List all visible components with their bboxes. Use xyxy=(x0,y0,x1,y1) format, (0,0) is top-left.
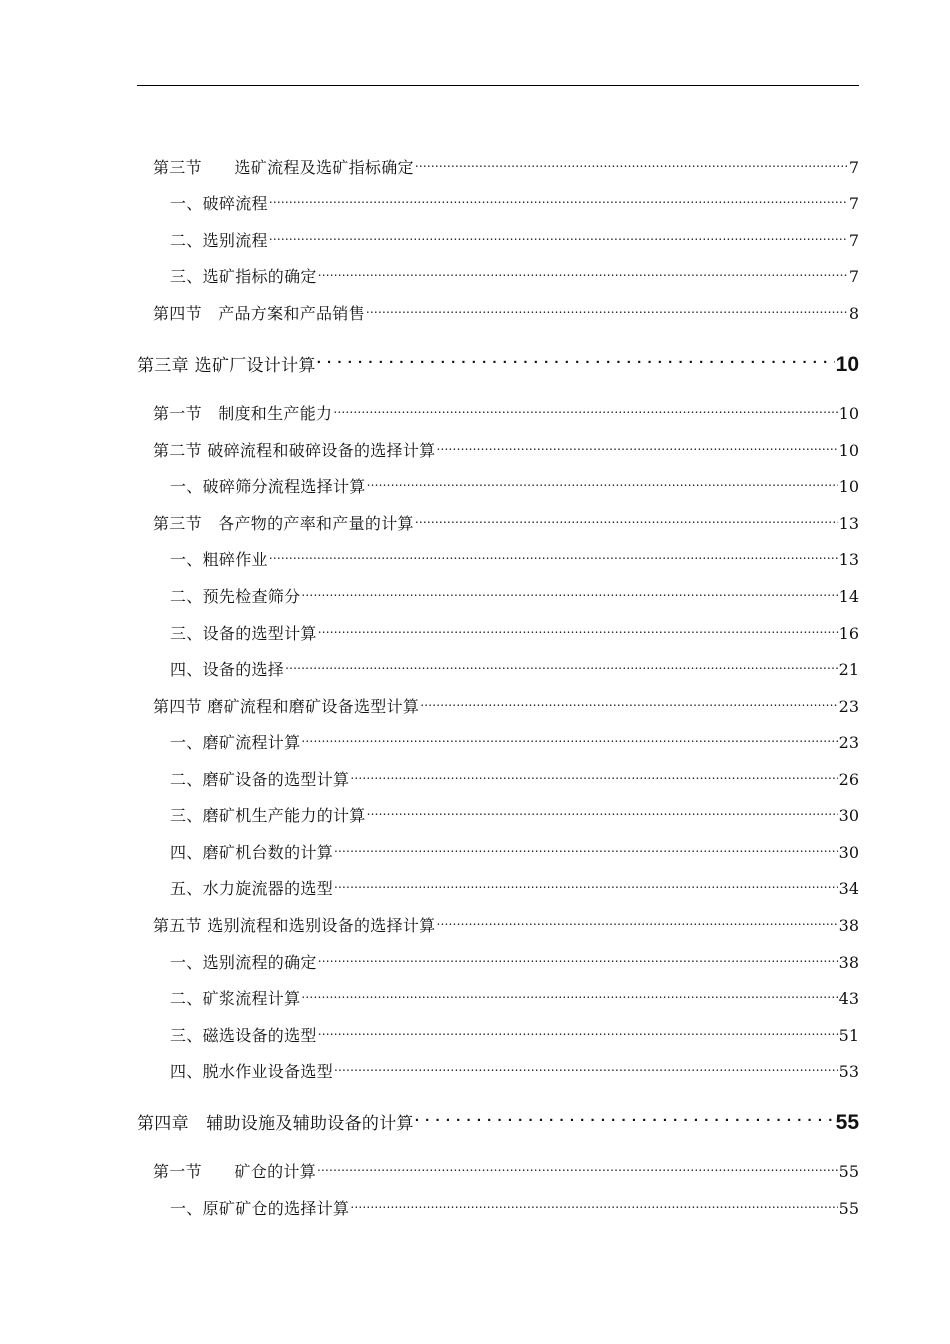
toc-entry-title: 第一节 矿仓的计算 xyxy=(153,1162,317,1181)
dot-leader xyxy=(437,432,838,456)
toc-entry[interactable] xyxy=(170,185,859,213)
toc-entry-page: 21 xyxy=(838,660,859,679)
dot-leader xyxy=(285,651,838,675)
toc-chapter-title: 第四章 辅助设施及辅助设备的计算 xyxy=(137,1114,414,1134)
toc-entry-page: 7 xyxy=(848,267,859,286)
dot-leader xyxy=(318,1017,838,1041)
dot-leader xyxy=(301,980,837,1004)
toc-entry[interactable] xyxy=(170,944,859,972)
dot-leader xyxy=(334,834,838,858)
toc-entry[interactable] xyxy=(153,505,859,533)
dot-leader xyxy=(350,1190,837,1214)
dot-leader xyxy=(367,797,838,821)
toc-entry-page: 7 xyxy=(848,158,859,177)
toc-entry-page: 13 xyxy=(838,514,859,533)
dot-leader xyxy=(301,724,837,748)
toc-entry-title: 三、磁选设备的选型 xyxy=(170,1026,317,1045)
toc-entry-page: 34 xyxy=(838,879,859,898)
toc-entry-page: 8 xyxy=(848,304,859,323)
toc-entry-page: 53 xyxy=(838,1062,859,1081)
toc-entry-page: 14 xyxy=(838,587,859,606)
toc-entry-title: 第三节 各产物的产率和产量的计算 xyxy=(153,514,414,533)
toc-entry[interactable] xyxy=(153,688,859,716)
toc-entry-title: 第四节 产品方案和产品销售 xyxy=(153,304,365,323)
toc-entry[interactable] xyxy=(170,1190,859,1218)
toc-entry[interactable] xyxy=(153,907,859,935)
toc-chapter-entry[interactable] xyxy=(137,1101,859,1134)
toc-chapter-page: 55 xyxy=(835,1111,859,1134)
toc-entry[interactable] xyxy=(170,724,859,752)
dot-leader xyxy=(301,578,837,602)
toc-entry-page: 10 xyxy=(838,477,859,496)
toc-entry[interactable] xyxy=(153,395,859,423)
toc-entry-page: 43 xyxy=(838,989,859,1008)
toc-entry[interactable] xyxy=(170,222,859,250)
toc-entry-page: 38 xyxy=(838,953,859,972)
dot-leader xyxy=(334,870,838,894)
toc-entry-title: 第二节 破碎流程和破碎设备的选择计算 xyxy=(153,441,436,460)
toc-entry-page: 55 xyxy=(838,1199,859,1218)
toc-entry-title: 二、选别流程 xyxy=(170,231,268,250)
toc-entry-page: 7 xyxy=(848,194,859,213)
toc-entry-title: 第五节 选别流程和选别设备的选择计算 xyxy=(153,916,436,935)
toc-entry[interactable] xyxy=(170,651,859,679)
toc-entry-title: 二、预先检查筛分 xyxy=(170,587,301,606)
dot-leader xyxy=(366,295,848,319)
dot-leader xyxy=(317,343,835,371)
toc-entry-page: 38 xyxy=(838,916,859,935)
dot-leader xyxy=(415,505,838,529)
toc-entry[interactable] xyxy=(170,1017,859,1045)
toc-entry-title: 四、设备的选择 xyxy=(170,660,285,679)
toc-entry-page: 55 xyxy=(838,1162,859,1181)
toc-entry-page: 26 xyxy=(838,770,859,789)
toc-entry-title: 一、选别流程的确定 xyxy=(170,953,317,972)
toc-entry-title: 三、磨矿机生产能力的计算 xyxy=(170,806,366,825)
toc-entry-title: 第三节 选矿流程及选矿指标确定 xyxy=(153,158,414,177)
toc-entry-title: 三、选矿指标的确定 xyxy=(170,267,317,286)
dot-leader xyxy=(367,468,838,492)
toc-entry[interactable] xyxy=(170,761,859,789)
dot-leader xyxy=(437,907,838,931)
dot-leader xyxy=(415,1101,835,1129)
toc-entry[interactable] xyxy=(153,295,859,323)
toc-entry-page: 30 xyxy=(838,843,859,862)
dot-leader xyxy=(318,615,838,639)
toc-entry-title: 五、水力旋流器的选型 xyxy=(170,879,334,898)
toc-entry[interactable] xyxy=(170,870,859,898)
toc-entry[interactable] xyxy=(170,468,859,496)
toc-entry-page: 30 xyxy=(838,806,859,825)
dot-leader xyxy=(415,149,848,173)
toc-entry-page: 7 xyxy=(848,231,859,250)
dot-leader xyxy=(318,258,848,282)
dot-leader xyxy=(420,688,837,712)
toc-entry[interactable] xyxy=(170,615,859,643)
toc-entry[interactable] xyxy=(170,541,859,569)
toc-chapter-title: 第三章 选矿厂设计计算 xyxy=(137,356,316,376)
dot-leader xyxy=(350,761,837,785)
toc-entry-page: 16 xyxy=(838,624,859,643)
dot-leader xyxy=(318,944,838,968)
toc-entry[interactable] xyxy=(170,980,859,1008)
toc-entry-title: 二、磨矿设备的选型计算 xyxy=(170,770,350,789)
dot-leader xyxy=(317,1153,838,1177)
toc-entry-title: 三、设备的选型计算 xyxy=(170,624,317,643)
toc-entry[interactable] xyxy=(170,797,859,825)
dot-leader xyxy=(333,395,837,419)
toc-entry-page: 23 xyxy=(838,697,859,716)
toc-entry-title: 一、原矿矿仓的选择计算 xyxy=(170,1199,350,1218)
toc-entry-title: 一、粗碎作业 xyxy=(170,550,268,569)
toc-entry[interactable] xyxy=(153,1153,859,1181)
toc-entry-page: 51 xyxy=(838,1026,859,1045)
dot-leader xyxy=(269,222,848,246)
toc-entry-page: 10 xyxy=(838,441,859,460)
toc-entry[interactable] xyxy=(153,149,859,177)
dot-leader xyxy=(269,541,838,565)
dot-leader xyxy=(269,185,848,209)
toc-chapter-page: 10 xyxy=(835,353,859,376)
toc-entry-title: 一、破碎筛分流程选择计算 xyxy=(170,477,366,496)
toc-entry-title: 二、矿浆流程计算 xyxy=(170,989,301,1008)
toc-entry-title: 一、磨矿流程计算 xyxy=(170,733,301,752)
toc-entry-title: 四、脱水作业设备选型 xyxy=(170,1062,334,1081)
toc-entry-title: 四、磨矿机台数的计算 xyxy=(170,843,334,862)
toc-entry-title: 第一节 制度和生产能力 xyxy=(153,404,333,423)
dot-leader xyxy=(334,1053,838,1077)
toc-entry[interactable] xyxy=(170,834,859,862)
toc-entry-page: 23 xyxy=(838,733,859,752)
toc-entry[interactable] xyxy=(170,578,859,606)
toc-entry-title: 一、破碎流程 xyxy=(170,194,268,213)
toc-entry-page: 13 xyxy=(838,550,859,569)
toc-entry[interactable] xyxy=(153,432,859,460)
toc-chapter-entry[interactable] xyxy=(137,343,859,376)
toc-entry[interactable] xyxy=(170,1053,859,1081)
toc-entry-title: 第四节 磨矿流程和磨矿设备选型计算 xyxy=(153,697,420,716)
toc-entry-page: 10 xyxy=(838,404,859,423)
toc-entry[interactable] xyxy=(170,258,859,286)
